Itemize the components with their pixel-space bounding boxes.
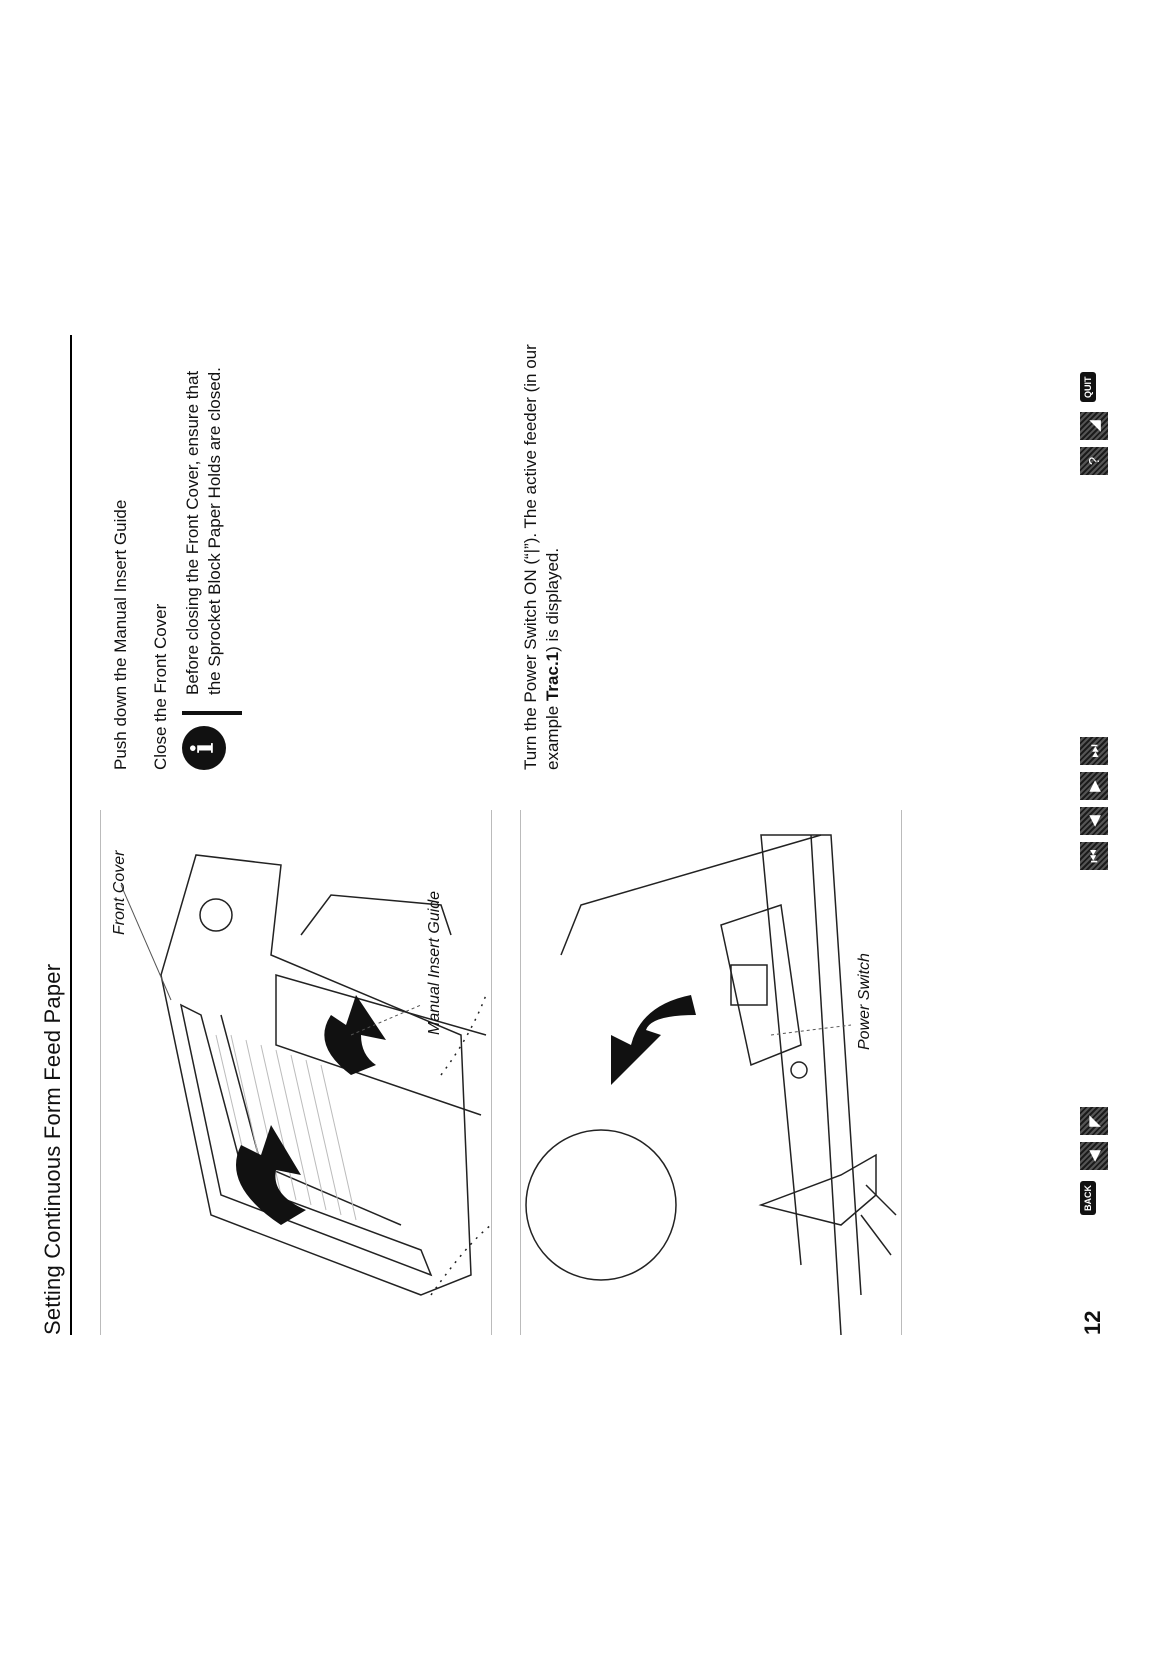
figure-front-cover xyxy=(100,810,492,1335)
step-power-on xyxy=(520,330,564,770)
back-button[interactable]: BACK xyxy=(1080,1181,1096,1215)
step-close-cover: Close the Front Cover xyxy=(151,603,170,770)
note-text: Before closing the Front Cover, ensure that the Sprocket Block Paper Holds are closed. xyxy=(183,367,225,695)
arrow-up-left-icon: ◤ xyxy=(1086,1115,1103,1127)
last-page-button[interactable] xyxy=(1080,737,1108,765)
caption-manual-insert-guide: Manual Insert Guide xyxy=(426,890,443,1035)
previous-arrow-button[interactable] xyxy=(1080,1107,1108,1135)
header-rule xyxy=(70,335,72,1335)
figure-power-switch xyxy=(520,810,902,1335)
arrow-down-right-icon: ◢ xyxy=(1086,420,1103,432)
next-page-button[interactable] xyxy=(1080,772,1108,800)
caption-power-switch: Power Switch xyxy=(856,953,873,1050)
step-power-on-text-1: Turn the Power Switch ON (“|”). The active feeder (in our example xyxy=(521,344,563,770)
previous-page-icon: ◀ xyxy=(1086,815,1103,827)
step-power-on-feeder: Trac.1 xyxy=(543,651,563,702)
next-page-icon: ▶ xyxy=(1086,780,1103,792)
page-number: 12 xyxy=(1080,1310,1105,1335)
help-button[interactable] xyxy=(1080,447,1108,475)
page-title: Setting Continuous Form Feed Paper xyxy=(40,963,65,1335)
last-page-icon: ⏭ xyxy=(1085,744,1103,758)
power-switch-illustration xyxy=(521,810,901,1335)
back-arrow-button[interactable] xyxy=(1080,1142,1108,1170)
arrow-left-icon: ◀ xyxy=(1086,1150,1103,1162)
first-page-button[interactable] xyxy=(1080,842,1108,870)
note-bar xyxy=(182,711,242,715)
step-push-down: Push down the Manual Insert Guide xyxy=(111,499,130,770)
info-icon: i xyxy=(182,726,226,770)
previous-page-button[interactable] xyxy=(1080,807,1108,835)
help-icon: ? xyxy=(1085,456,1103,466)
quit-button[interactable]: QUIT xyxy=(1080,373,1096,403)
quit-arrow-button[interactable] xyxy=(1080,412,1108,440)
caption-front-cover: Front Cover xyxy=(111,850,128,935)
printer-illustration xyxy=(101,810,491,1335)
step-power-on-text-2: ) is displayed. xyxy=(543,547,563,652)
first-page-icon: ⏮ xyxy=(1085,849,1103,863)
